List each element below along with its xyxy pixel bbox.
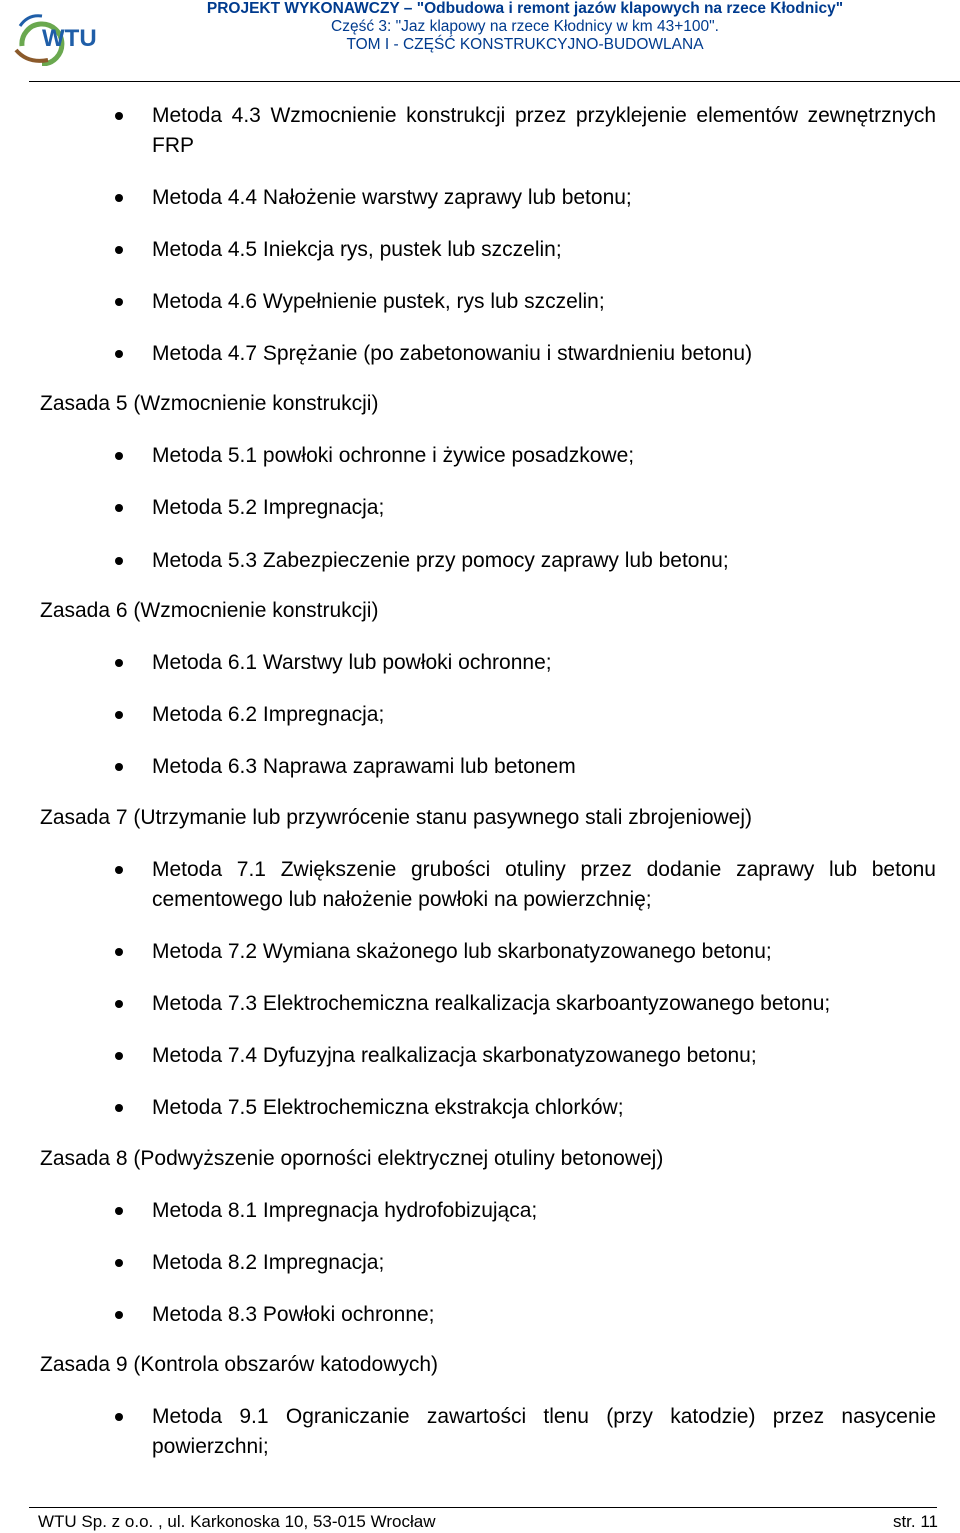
bullet-icon: [115, 112, 123, 120]
bullet-icon: [115, 246, 123, 254]
header-part-title: Część 3: "Jaz klapowy na rzece Kłodnicy w km 43+100".: [331, 18, 719, 35]
list-item: [152, 1196, 936, 1226]
list-item: [152, 287, 936, 317]
list-item: [152, 1300, 936, 1330]
bullet-icon: [115, 659, 123, 667]
principle-heading: Zasada 9 (Kontrola obszarów katodowych): [40, 1353, 439, 1376]
logo-text: WTU: [42, 25, 97, 52]
list-item-text: Metoda 7.3 Elektrochemiczna realkalizacja skarboantyzowanego betonu;: [152, 992, 831, 1015]
list-item: [152, 700, 936, 730]
header-volume-title: TOM I - CZĘŚĆ KONSTRUKCYJNO-BUDOWLANA: [346, 36, 704, 53]
list-item-text: Metoda 4.4 Nałożenie warstwy zaprawy lub betonu;: [152, 186, 632, 209]
list-item-text: Metoda 4.5 Iniekcja rys, pustek lub szczelin;: [152, 238, 562, 261]
list-item-text: Metoda 5.3 Zabezpieczenie przy pomocy zaprawy lub betonu;: [152, 549, 729, 572]
bullet-icon: [115, 504, 123, 512]
bullet-icon: [115, 350, 123, 358]
bullet-icon: [115, 1052, 123, 1060]
bullet-icon: [115, 1000, 123, 1008]
list-item: [152, 546, 936, 576]
bullet-icon: [115, 194, 123, 202]
footer-company-address: WTU Sp. z o.o. , ul. Karkonoska 10, 53-015 Wrocław: [38, 1512, 436, 1531]
list-item: [152, 339, 936, 369]
list-item-text: Metoda 8.1 Impregnacja hydrofobizująca;: [152, 1199, 538, 1222]
company-logo: [8, 6, 100, 66]
list-item-text: Metoda 4.3 Wzmocnienie konstrukcji przez przyklejenie elementów zewnętrznych FRP: [152, 104, 936, 157]
list-item-text: Metoda 4.6 Wypełnienie pustek, rys lub szczelin;: [152, 290, 605, 313]
list-item-text: Metoda 6.2 Impregnacja;: [152, 703, 385, 726]
footer-divider: [29, 1507, 937, 1508]
list-item-text: Metoda 7.4 Dyfuzyjna realkalizacja skarbonatyzowanego betonu;: [152, 1044, 757, 1067]
list-item: [152, 441, 936, 471]
bullet-icon: [115, 1259, 123, 1267]
list-item: [152, 183, 936, 213]
list-item-text: Metoda 5.2 Impregnacja;: [152, 496, 385, 519]
list-item: [152, 937, 936, 967]
list-item-text: Metoda 7.2 Wymiana skażonego lub skarbonatyzowanego betonu;: [152, 940, 772, 963]
bullet-icon: [115, 452, 123, 460]
footer-page-number: str. 11: [892, 1512, 938, 1531]
list-item: [152, 989, 936, 1019]
list-item-text: Metoda 9.1 Ograniczanie zawartości tlenu (przy katodzie) przez nasycenie powierzchni;: [152, 1405, 936, 1458]
list-item: [152, 855, 936, 915]
principle-heading: Zasada 7 (Utrzymanie lub przywrócenie stanu pasywnego stali zbrojeniowej): [40, 806, 753, 829]
bullet-icon: [115, 557, 123, 565]
list-item: [152, 101, 936, 161]
header-project-title: PROJEKT WYKONAWCZY – "Odbudowa i remont jazów klapowych na rzece Kłodnicy": [206, 0, 844, 17]
list-item-text: Metoda 6.1 Warstwy lub powłoki ochronne;: [152, 651, 552, 674]
bullet-icon: [115, 948, 123, 956]
bullet-icon: [115, 298, 123, 306]
list-item-text: Metoda 7.1 Zwiększenie grubości otuliny przez dodanie zaprawy lub betonu cementowego lub nałożenie powłoki na powierzchnię;: [152, 858, 936, 911]
principle-heading: Zasada 8 (Podwyższenie oporności elektrycznej otuliny betonowej): [40, 1147, 664, 1170]
list-item: [152, 752, 936, 782]
principle-heading: Zasada 6 (Wzmocnienie konstrukcji): [40, 599, 379, 622]
list-item-text: Metoda 5.1 powłoki ochronne i żywice posadzkowe;: [152, 444, 635, 467]
list-item: [152, 493, 936, 523]
list-item-text: Metoda 7.5 Elektrochemiczna ekstrakcja chlorków;: [152, 1096, 624, 1119]
bullet-icon: [115, 1207, 123, 1215]
bullet-icon: [115, 866, 123, 874]
list-item-text: Metoda 8.3 Powłoki ochronne;: [152, 1303, 435, 1326]
list-item-text: Metoda 6.3 Naprawa zaprawami lub betonem: [152, 755, 576, 778]
bullet-icon: [115, 763, 123, 771]
principle-heading: Zasada 5 (Wzmocnienie konstrukcji): [40, 392, 379, 415]
list-item: [152, 235, 936, 265]
list-item: [152, 648, 936, 678]
list-item: [152, 1248, 936, 1278]
header-divider: [29, 81, 960, 82]
list-item: [152, 1402, 936, 1462]
bullet-icon: [115, 711, 123, 719]
list-item-text: Metoda 8.2 Impregnacja;: [152, 1251, 385, 1274]
list-item: [152, 1041, 936, 1071]
bullet-icon: [115, 1104, 123, 1112]
bullet-icon: [115, 1413, 123, 1421]
list-item: [152, 1093, 936, 1123]
list-item-text: Metoda 4.7 Sprężanie (po zabetonowaniu i stwardnieniu betonu): [152, 342, 753, 365]
bullet-icon: [115, 1311, 123, 1319]
